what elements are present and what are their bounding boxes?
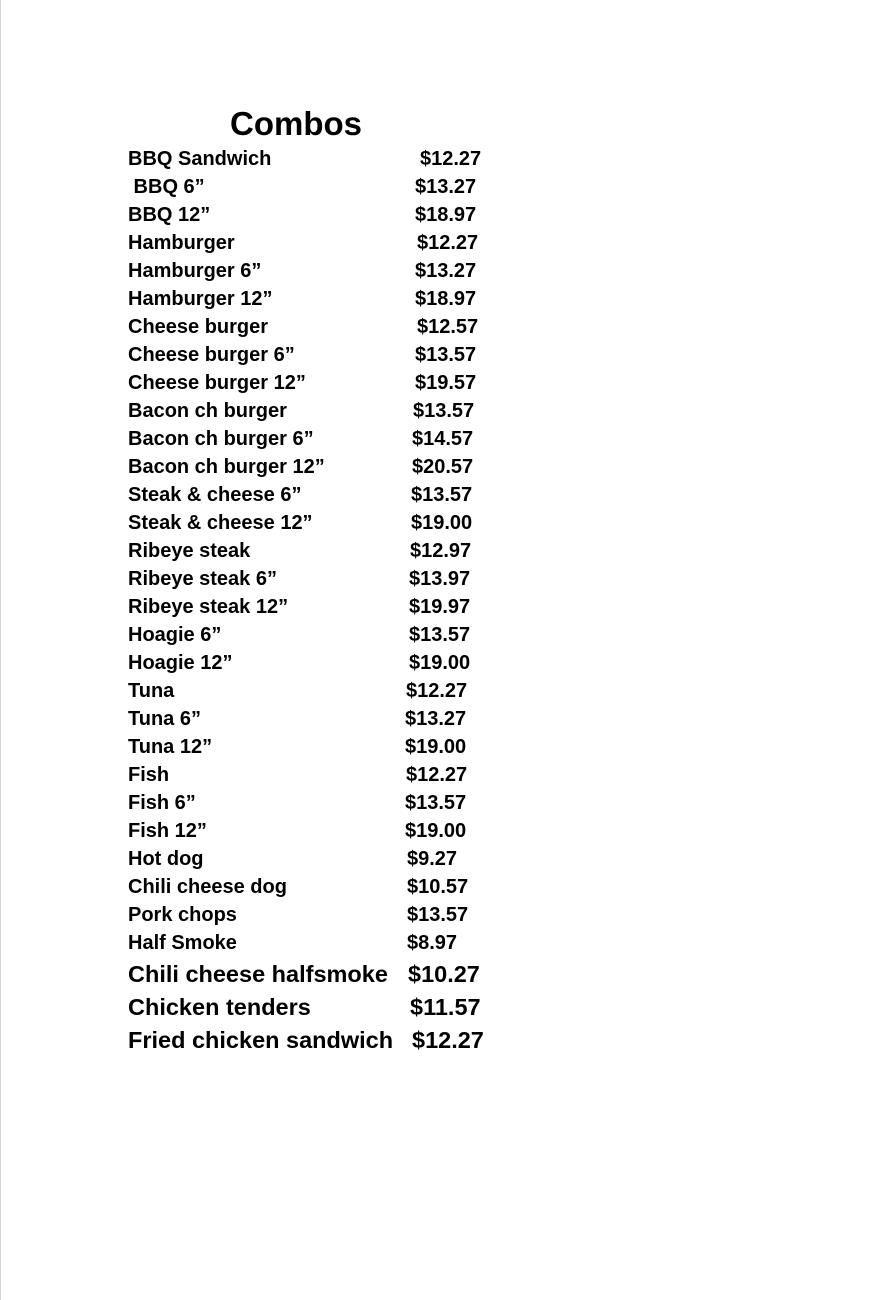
menu-item: [128, 369, 548, 397]
menu-item-name: Tuna: [128, 680, 175, 702]
menu-item-price: $13.27: [415, 176, 477, 198]
menu-item: [128, 789, 548, 817]
menu-item-name: Bacon ch burger 12”: [128, 456, 325, 478]
menu-item-price: $19.00: [405, 736, 467, 758]
menu-item-name: Chili cheese dog: [128, 876, 287, 898]
menu-item-name: BBQ Sandwich: [128, 148, 272, 170]
menu-item-name: Ribeye steak: [128, 540, 251, 562]
menu-item: [128, 733, 548, 761]
menu-item-name: Hoagie 12”: [128, 652, 233, 674]
menu-item: [128, 257, 548, 285]
menu-item-name: Chili cheese halfsmoke: [128, 961, 388, 987]
menu-item-name: Steak & cheese 6”: [128, 484, 302, 506]
menu-item-price: $12.27: [420, 148, 482, 170]
menu-item-name: Tuna 6”: [128, 708, 201, 730]
menu-item-price: $12.57: [417, 316, 479, 338]
menu-item: [128, 201, 548, 229]
menu-item-name: Hoagie 6”: [128, 624, 222, 646]
menu-item: [128, 565, 548, 593]
menu-item-price: $19.57: [415, 372, 477, 394]
menu-item: [128, 991, 548, 1023]
menu-item: [128, 537, 548, 565]
menu-item-price: $9.27: [407, 848, 458, 870]
menu-item-price: $19.00: [405, 820, 467, 842]
menu-item-name: Hamburger: [128, 232, 235, 254]
menu-item-price: $13.27: [405, 708, 467, 730]
menu-item-name: Chicken tenders: [128, 994, 311, 1020]
menu-item-price: $12.27: [412, 1027, 484, 1053]
menu-item-name: Ribeye steak 6”: [128, 568, 277, 590]
menu-item-price: $14.57: [412, 428, 474, 450]
menu-item-price: $13.57: [413, 400, 475, 422]
menu-item-price: $12.27: [406, 680, 468, 702]
menu-item: [128, 453, 548, 481]
menu-item: [128, 509, 548, 537]
menu-item: [128, 621, 548, 649]
menu-item-name: Fried chicken sandwich: [128, 1027, 394, 1053]
menu-item-name: Ribeye steak 12”: [128, 596, 289, 618]
page-edge-divider: [0, 0, 1, 1300]
menu-item: [128, 929, 548, 957]
menu-item-price: $12.27: [417, 232, 479, 254]
menu-item: [128, 958, 548, 990]
menu-item: [128, 1024, 548, 1056]
menu-item-price: $19.00: [409, 652, 471, 674]
menu-item: [128, 677, 548, 705]
menu-item-price: $12.27: [406, 764, 468, 786]
menu-item-name: Cheese burger 6”: [128, 344, 295, 366]
menu-item: [128, 901, 548, 929]
menu-item: [128, 593, 548, 621]
menu-item: [128, 313, 548, 341]
menu-item-name: Cheese burger: [128, 316, 269, 338]
menu-item-name: BBQ 12”: [128, 204, 211, 226]
menu-item-name: Half Smoke: [128, 932, 237, 954]
menu-item-name: Fish 6”: [128, 792, 196, 814]
menu-item-name: Bacon ch burger 6”: [128, 428, 314, 450]
menu-item-price: $20.57: [412, 456, 474, 478]
menu-item-price: $18.97: [415, 288, 477, 310]
menu-item-name: Cheese burger 12”: [128, 372, 306, 394]
menu-item-price: $13.97: [409, 568, 471, 590]
menu-item-price: $19.00: [411, 512, 473, 534]
menu-item-price: $8.97: [407, 932, 458, 954]
combo-menu-list: [128, 145, 548, 1065]
menu-item-name: Hamburger 6”: [128, 260, 262, 282]
menu-item: [128, 705, 548, 733]
menu-item-price: $19.97: [409, 596, 471, 618]
menu-item-name: Fish 12”: [128, 820, 207, 842]
menu-item-name: BBQ 6”: [128, 176, 205, 198]
menu-item-price: $13.27: [415, 260, 477, 282]
menu-item: [128, 173, 548, 201]
menu-item: [128, 145, 548, 173]
menu-title: Combos: [230, 105, 362, 142]
menu-item-price: $11.57: [410, 994, 481, 1020]
menu-item-name: Hamburger 12”: [128, 288, 273, 310]
menu-item-price: $13.57: [415, 344, 477, 366]
menu-item-name: Tuna 12”: [128, 736, 213, 758]
menu-item-name: Steak & cheese 12”: [128, 512, 313, 534]
menu-item: [128, 649, 548, 677]
menu-item-name: Pork chops: [128, 904, 237, 926]
menu-item-price: $13.57: [411, 484, 473, 506]
menu-item: [128, 817, 548, 845]
menu-item: [128, 285, 548, 313]
menu-item: [128, 481, 548, 509]
menu-item-price: $13.57: [405, 792, 467, 814]
menu-item-name: Fish: [128, 764, 170, 786]
menu-item-price: $18.97: [415, 204, 477, 226]
menu-item: [128, 761, 548, 789]
menu-item: [128, 229, 548, 257]
menu-item-price: $10.57: [407, 876, 469, 898]
menu-item-name: Bacon ch burger: [128, 400, 287, 422]
menu-item: [128, 845, 548, 873]
menu-item: [128, 873, 548, 901]
menu-item: [128, 425, 548, 453]
menu-item: [128, 341, 548, 369]
menu-item-name: Hot dog: [128, 848, 204, 870]
menu-item-price: $13.57: [409, 624, 471, 646]
menu-item-price: $10.27: [408, 961, 480, 987]
menu-item-price: $12.97: [410, 540, 472, 562]
menu-item: [128, 397, 548, 425]
menu-item-price: $13.57: [407, 904, 469, 926]
